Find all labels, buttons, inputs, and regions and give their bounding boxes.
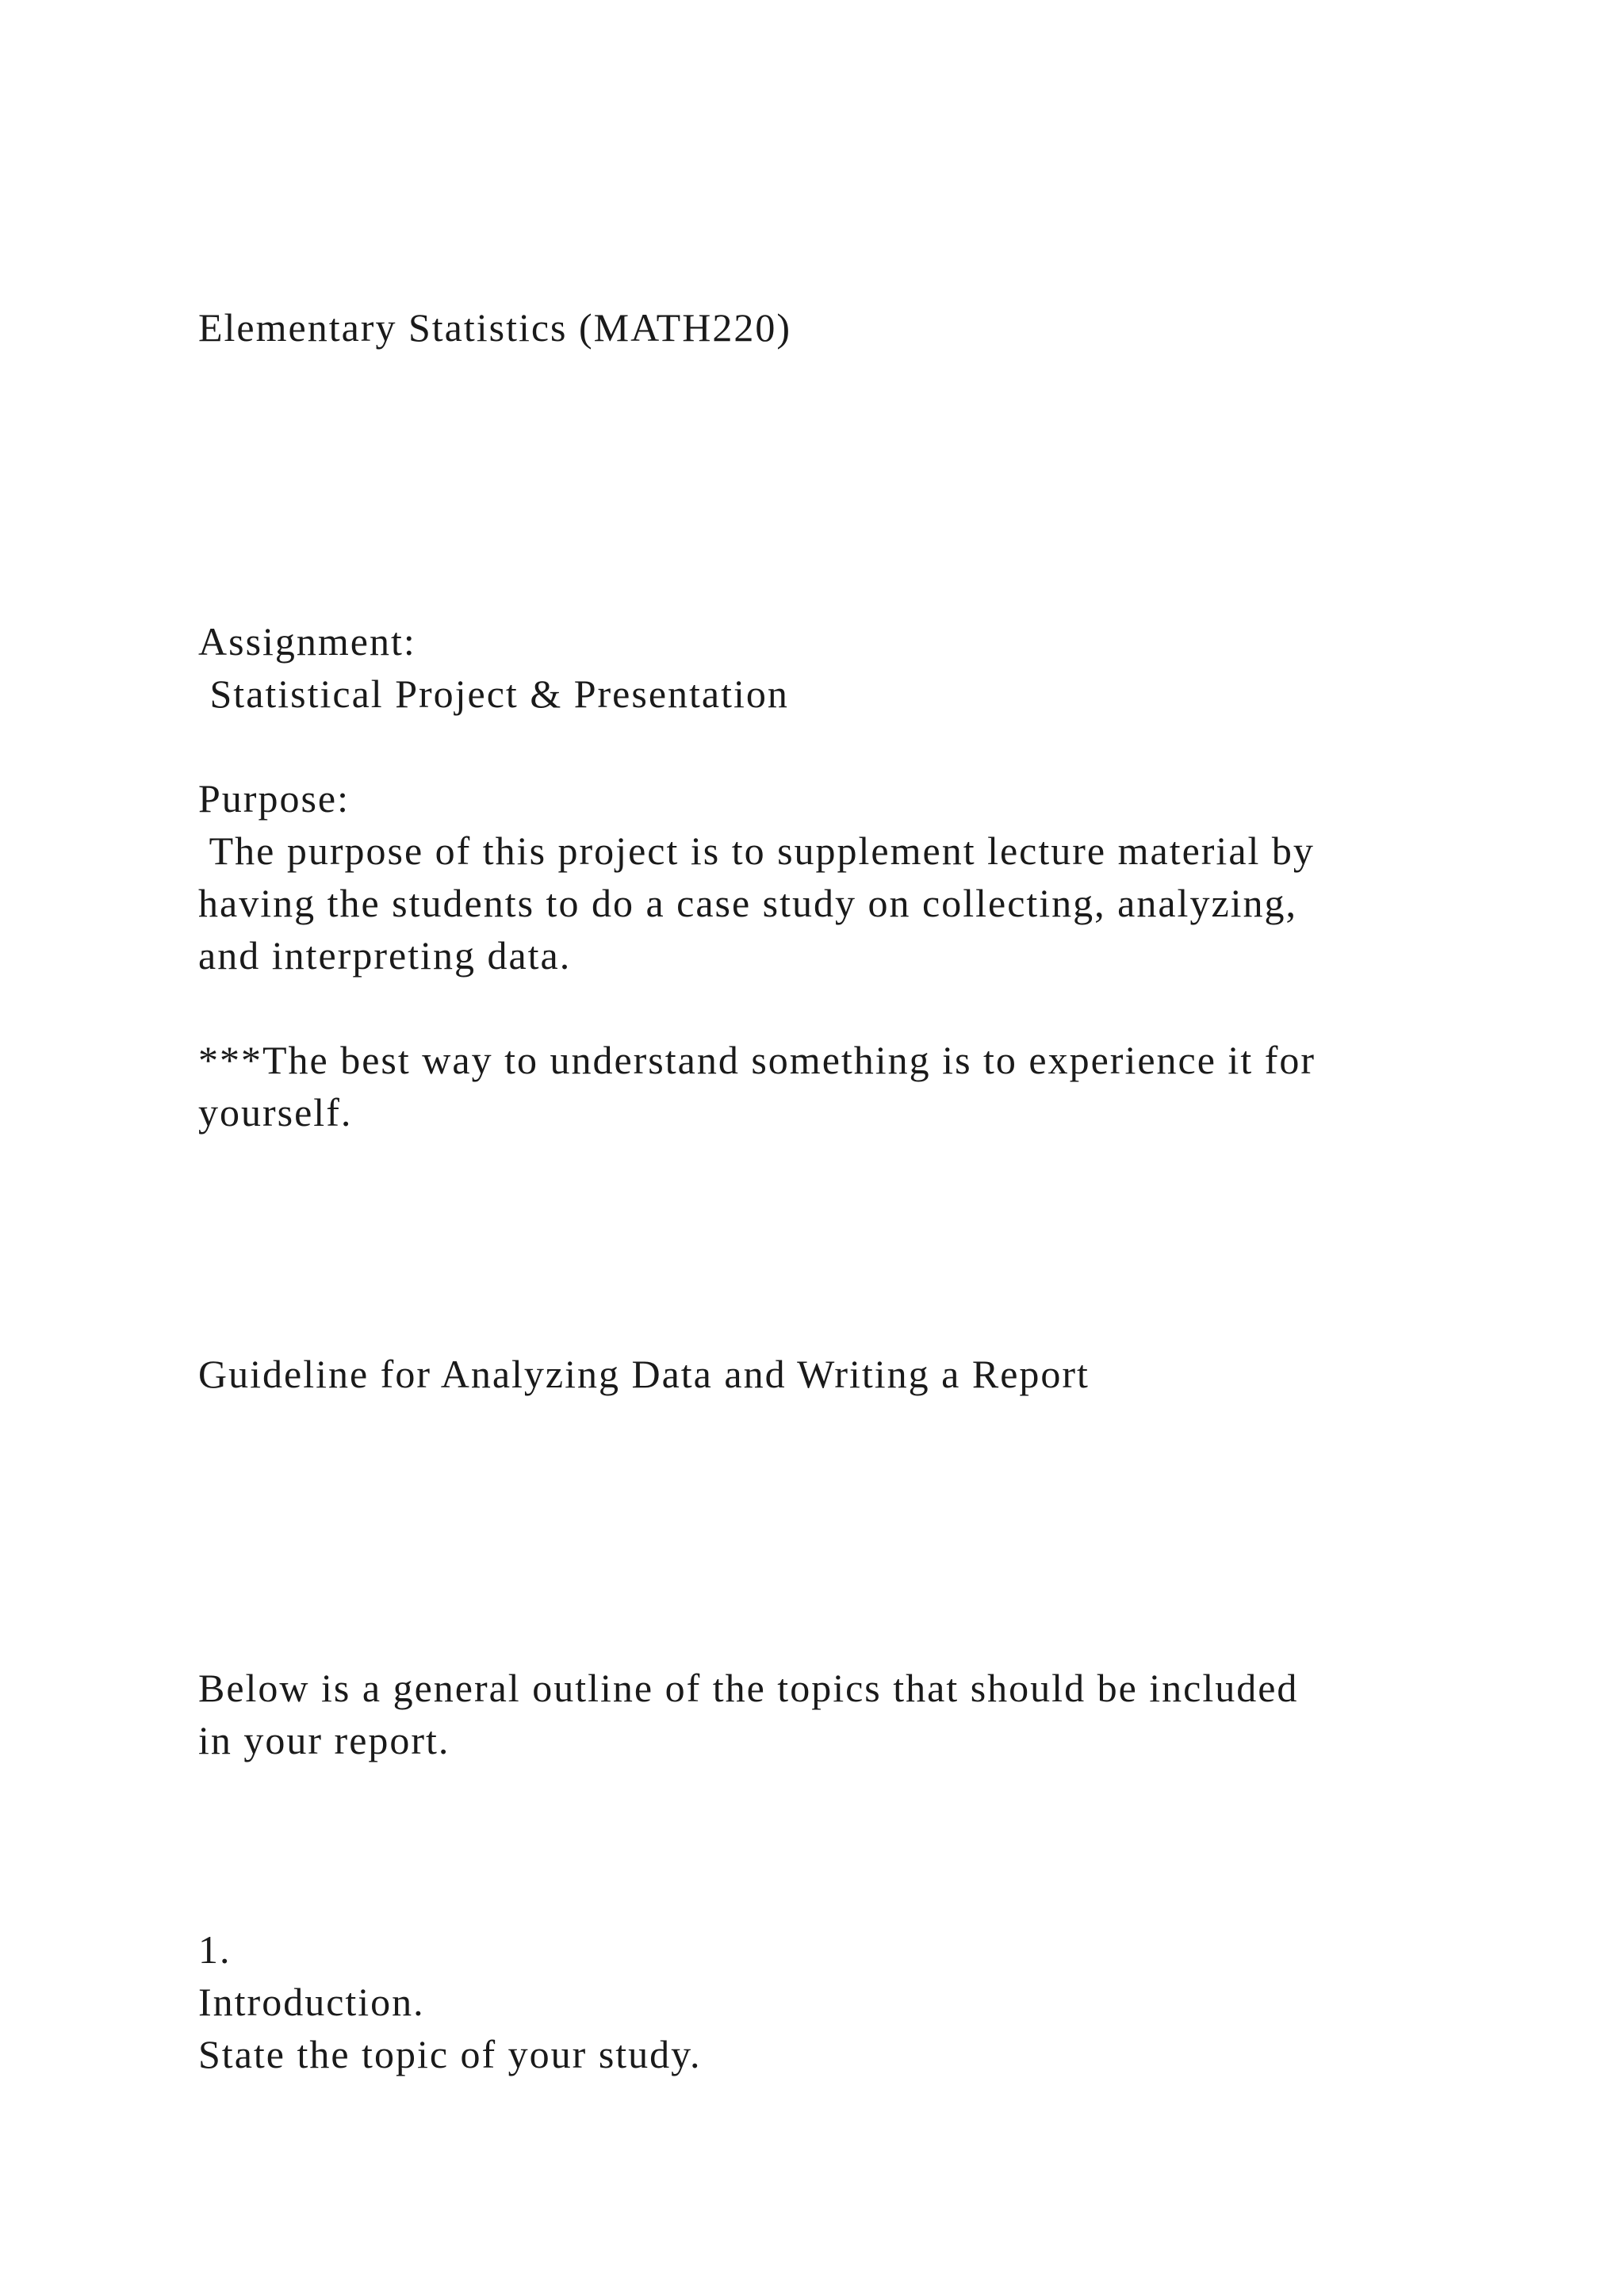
section-instruction: State the topic of your study.: [198, 2032, 702, 2076]
section-number: 1.: [198, 1927, 232, 1972]
outline-line: Below is a general outline of the topics that should be included: [198, 1666, 1299, 1710]
course-title: Elementary Statistics (MATH220): [198, 305, 791, 350]
outline-line: in your report.: [198, 1718, 450, 1762]
purpose-line: The purpose of this project is to supplement lecture material by: [198, 828, 1315, 873]
guideline-heading: Guideline for Analyzing Data and Writing a Report: [198, 1352, 1090, 1396]
assignment-label: Assignment:: [198, 619, 416, 664]
purpose-label: Purpose:: [198, 776, 350, 821]
purpose-line: having the students to do a case study on collecting, analyzing,: [198, 881, 1298, 925]
section-title: Introduction.: [198, 1980, 425, 2024]
note-line: ***The best way to understand something is to experience it for: [198, 1038, 1316, 1082]
purpose-line: and interpreting data.: [198, 933, 572, 978]
note-line: yourself.: [198, 1090, 353, 1135]
assignment-name: Statistical Project & Presentation: [198, 672, 789, 716]
